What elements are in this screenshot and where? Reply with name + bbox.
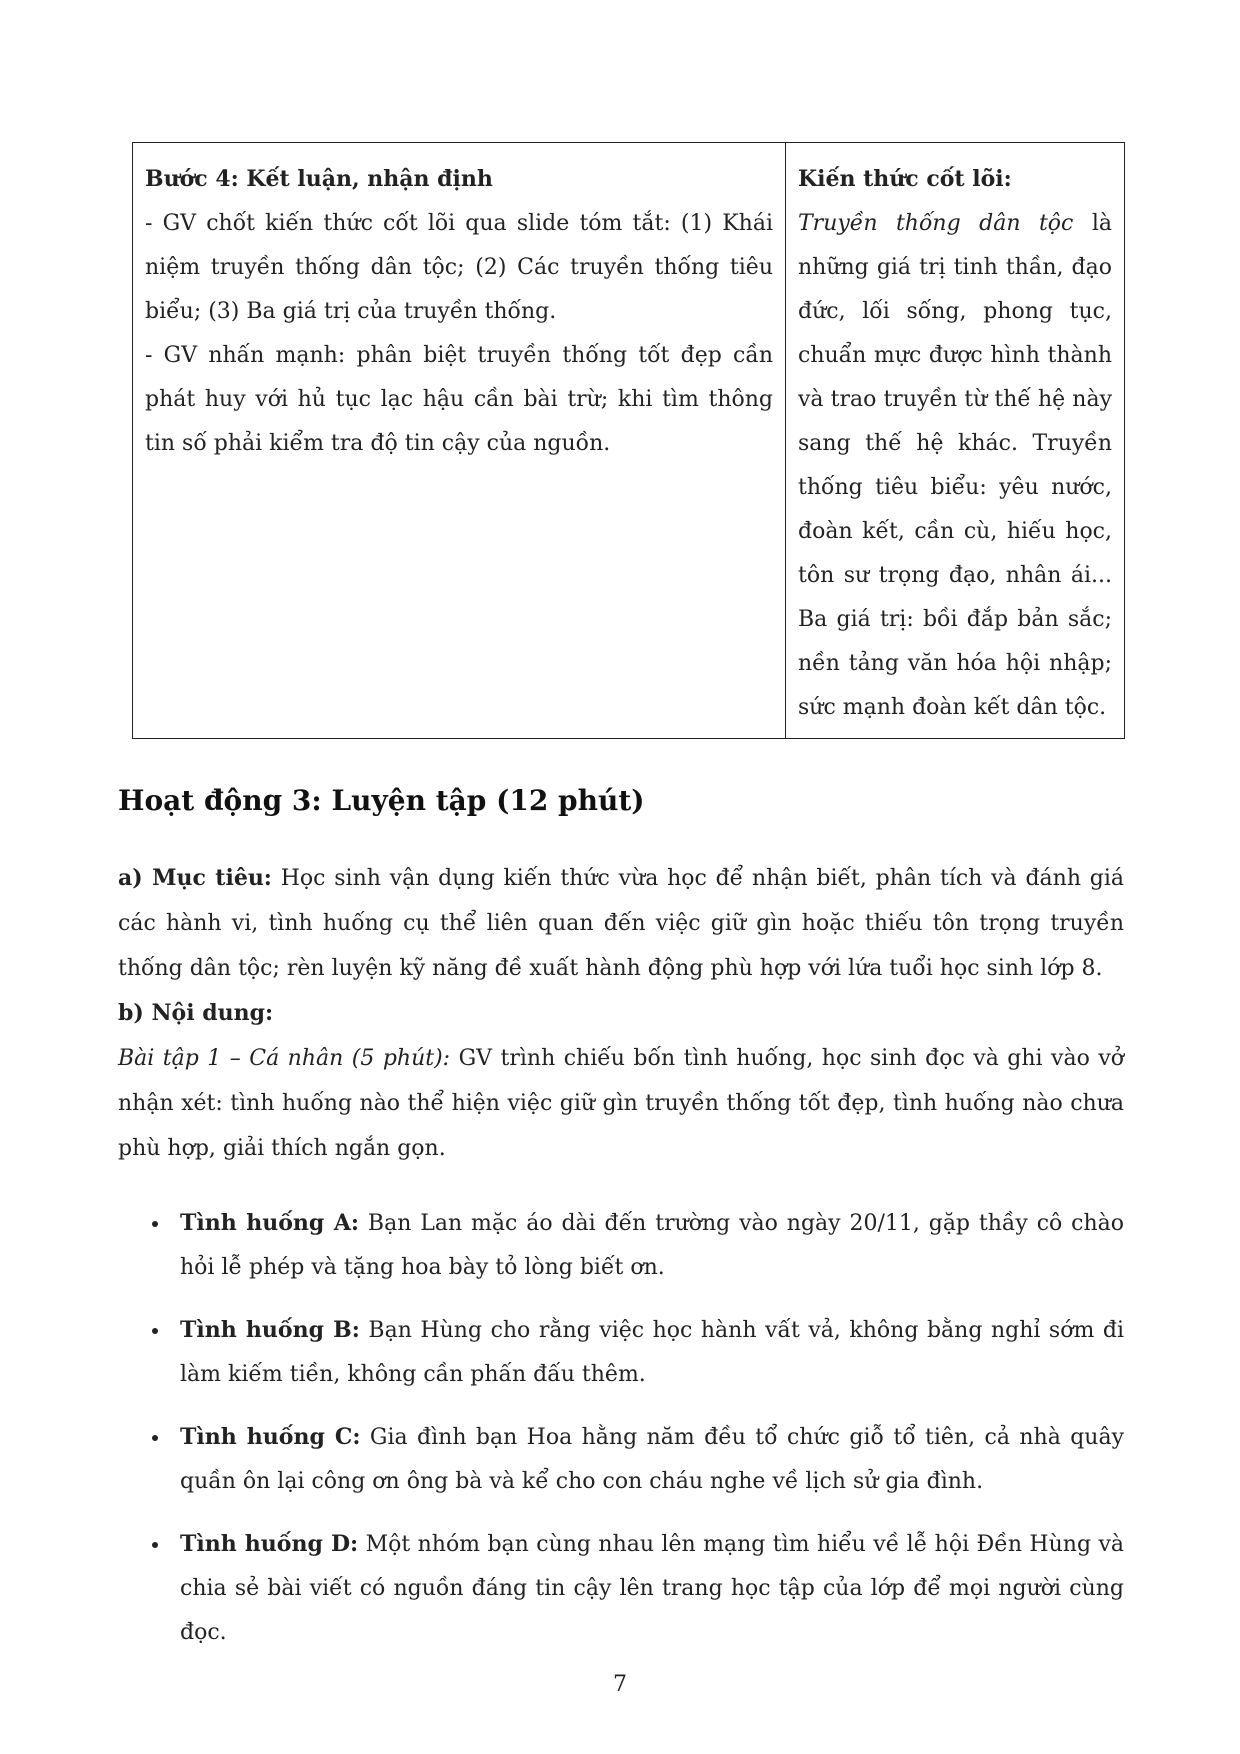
case-text: Gia đình bạn Hoa hằng năm đều tổ chức giỗ tổ tiên, cả nhà quây quần ôn lại công ơn ông bà và kể cho con cháu nghe về lịch sử gia đình. <box>180 1425 1124 1494</box>
case-label: Tình huống A: <box>180 1210 360 1236</box>
content-label: b) Nội dung: <box>118 1000 274 1026</box>
core-knowledge-cell <box>786 143 1125 739</box>
step-conclusion-cell <box>133 143 786 739</box>
case-label: Tình huống D: <box>180 1531 359 1557</box>
step-line-2: - GV nhấn mạnh: phân biệt truyền thống tốt đẹp cần phát huy với hủ tục lạc hậu cần bài trừ; khi tìm thông tin số phải kiểm tra độ tin cậy của nguồn. <box>145 343 773 456</box>
exercise-label: Bài tập 1 – Cá nhân (5 phút): <box>118 1046 451 1071</box>
list-item <box>180 1308 1124 1397</box>
activity-body <box>118 856 1124 1673</box>
exercise-text: GV trình chiếu bốn tình huống, học sinh đọc và ghi vào vở nhận xét: tình huống nào thể hiện việc giữ gìn truyền thống tốt đẹp, tình huống nào chưa phù hợp, giải thích ngắn gọn. <box>118 1046 1125 1161</box>
step-table <box>132 142 1125 739</box>
core-knowledge-heading: Kiến thức cốt lõi: <box>798 166 1012 192</box>
content-paragraph <box>118 991 1124 1036</box>
step-heading: Bước 4: Kết luận, nhận định <box>145 166 493 192</box>
case-text: Bạn Lan mặc áo dài đến trường vào ngày 20/11, gặp thầy cô chào hỏi lễ phép và tặng hoa bày tỏ lòng biết ơn. <box>180 1211 1124 1280</box>
case-label: Tình huống C: <box>180 1424 361 1450</box>
case-list <box>118 1201 1124 1655</box>
core-term: Truyền thống dân tộc <box>798 211 1074 236</box>
list-item <box>180 1522 1124 1655</box>
core-knowledge-text <box>798 202 1112 730</box>
step-line-1: - GV chốt kiến thức cốt lõi qua slide tóm tắt: (1) Khái niệm truyền thống dân tộc; (2) Các truyền thống tiêu biểu; (3) Ba giá trị của truyền thống. <box>145 211 773 324</box>
activity-title: Hoạt động 3: Luyện tập (12 phút) <box>118 784 645 817</box>
case-text: Một nhóm bạn cùng nhau lên mạng tìm hiểu về lễ hội Đền Hùng và chia sẻ bài viết có nguồn đáng tin cậy lên trang học tập của lớp để mọi người cùng đọc. <box>180 1532 1124 1645</box>
core-definition: là những giá trị tinh thần, đạo đức, lối sống, phong tục, chuẩn mực được hình thành và trao truyền từ thế hệ này sang thế hệ khác. Truyền thống tiêu biểu: yêu nước, đoàn kết, cần cù, hiếu học, tôn sư trọng đạo, nhân ái... Ba giá trị: bồi đắp bản sắc; nền tảng văn hóa hội nhập; sức mạnh đoàn kết dân tộc. <box>798 211 1112 720</box>
exercise-paragraph <box>118 1036 1124 1171</box>
list-item <box>180 1201 1124 1290</box>
goal-text: Học sinh vận dụng kiến thức vừa học để nhận biết, phân tích và đánh giá các hành vi, tình huống cụ thể liên quan đến việc giữ gìn hoặc thiếu tôn trọng truyền thống dân tộc; rèn luyện kỹ năng đề xuất hành động phù hợp với lứa tuổi học sinh lớp 8. <box>118 866 1125 981</box>
page-number: 7 <box>613 1672 627 1697</box>
case-label: Tình huống B: <box>180 1317 360 1343</box>
goal-label: a) Mục tiêu: <box>118 865 272 891</box>
case-text: Bạn Hùng cho rằng việc học hành vất vả, không bằng nghỉ sớm đi làm kiếm tiền, không cần phấn đấu thêm. <box>180 1318 1124 1387</box>
list-item <box>180 1415 1124 1504</box>
goal-paragraph <box>118 856 1124 991</box>
